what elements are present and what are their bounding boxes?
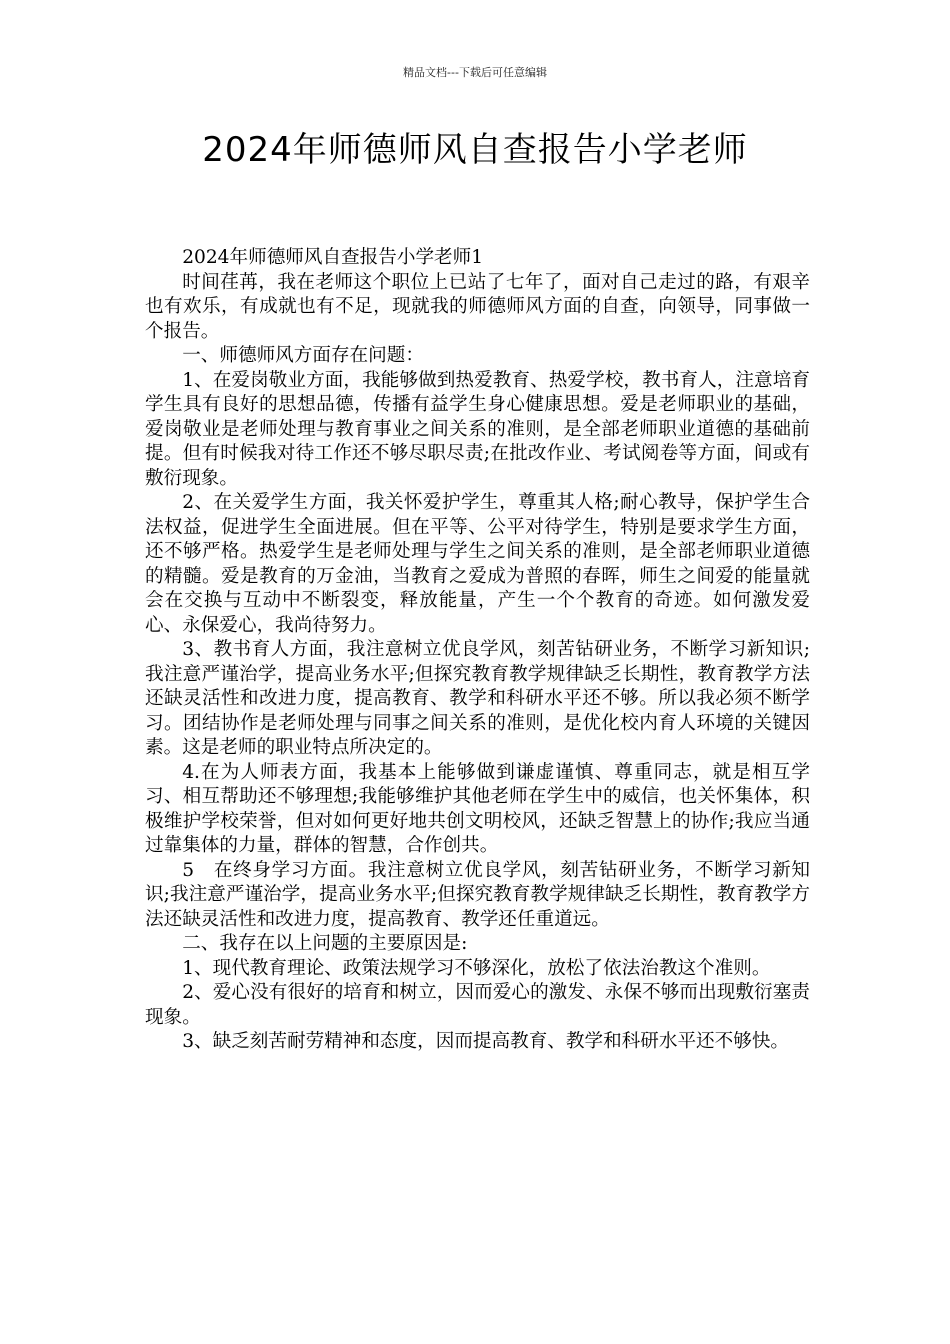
page-header: 精品文档---下载后可任意编辑 (403, 66, 547, 79)
paragraph: 4.在为人师表方面，我基本上能够做到谦虚谨慎、尊重同志，就是相互学习、相互帮助还不够理想;我能够维护其他老师在学生中的威信，也关怀集体，积极维护学校荣誉，但对如何更好地共创文明校风，还缺乏智慧上的协作;我应当通过靠集体的力量，群体的智慧，合作创共。 (145, 761, 810, 856)
paragraph: 1、现代教育理论、政策法规学习不够深化，放松了依法治教这个准则。 (182, 957, 771, 979)
paragraph: 1、在爱岗敬业方面，我能够做到热爱教育、热爱学校，教书育人，注意培育学生具有良好的思想品德，传播有益学生身心健康思想。爱是老师职业的基础，爱岗敬业是老师处理与教育事业之间关系的准则，是全部老师职业道德的基础前提。但有时候我对待工作还不够尽职尽责;在批改作业、考试阅卷等方面，间或有敷衍现象。 (145, 369, 810, 489)
paragraph: 2、爱心没有很好的培育和树立，因而爱心的激发、永保不够而出现敷衍塞责现象。 (145, 982, 810, 1028)
section-heading: 二、我存在以上问题的主要原因是: (182, 933, 468, 954)
document-title: 2024年师德师风自查报告小学老师 (202, 130, 748, 170)
paragraph-subtitle: 2024年师德师风自查报告小学老师1 (182, 247, 484, 268)
paragraph: 3、教书育人方面，我注意树立优良学风，刻苦钻研业务，不断学习新知识;我注意严谨治学，提高业务水平;但探究教育教学规律缺乏长期性，教育教学方法还缺灵活性和改进力度，提高教育、教学和科研水平还不够。所以我必须不断学习。团结协作是老师处理与同事之间关系的准则，是优化校内育人环境的关键因素。这是老师的职业特点所决定的。 (145, 639, 810, 758)
paragraph: 3、缺乏刻苦耐劳精神和态度，因而提高教育、教学和科研水平还不够快。 (182, 1031, 790, 1052)
paragraph: 5 在终身学习方面。我注意树立优良学风，刻苦钻研业务，不断学习新知识;我注意严谨治学，提高业务水平;但探究教育教学规律缺乏长期性，教育教学方法还缺灵活性和改进力度，提高教育、教学还任重道远。 (145, 859, 810, 930)
paragraph: 时间荏苒，我在老师这个职位上已站了七年了，面对自己走过的路，有艰辛也有欢乐，有成就也有不足，现就我的师德师风方面的自查，向领导，同事做一个报告。 (145, 271, 810, 342)
paragraph: 2、在关爱学生方面，我关怀爱护学生，尊重其人格;耐心教导，保护学生合法权益，促进学生全面进展。但在平等、公平对待学生，特别是要求学生方面，还不够严格。热爱学生是老师处理与学生之间关系的准则，是全部老师职业道德的精髓。爱是教育的万金油，当教育之爱成为普照的春晖，师生之间爱的能量就会在交换与互动中不断裂变，释放能量，产生一个个教育的奇迹。如何激发爱心、永保爱心，我尚待努力。 (145, 492, 810, 636)
document-body (145, 246, 810, 1055)
section-heading: 一、师德师风方面存在问题： (182, 345, 424, 366)
